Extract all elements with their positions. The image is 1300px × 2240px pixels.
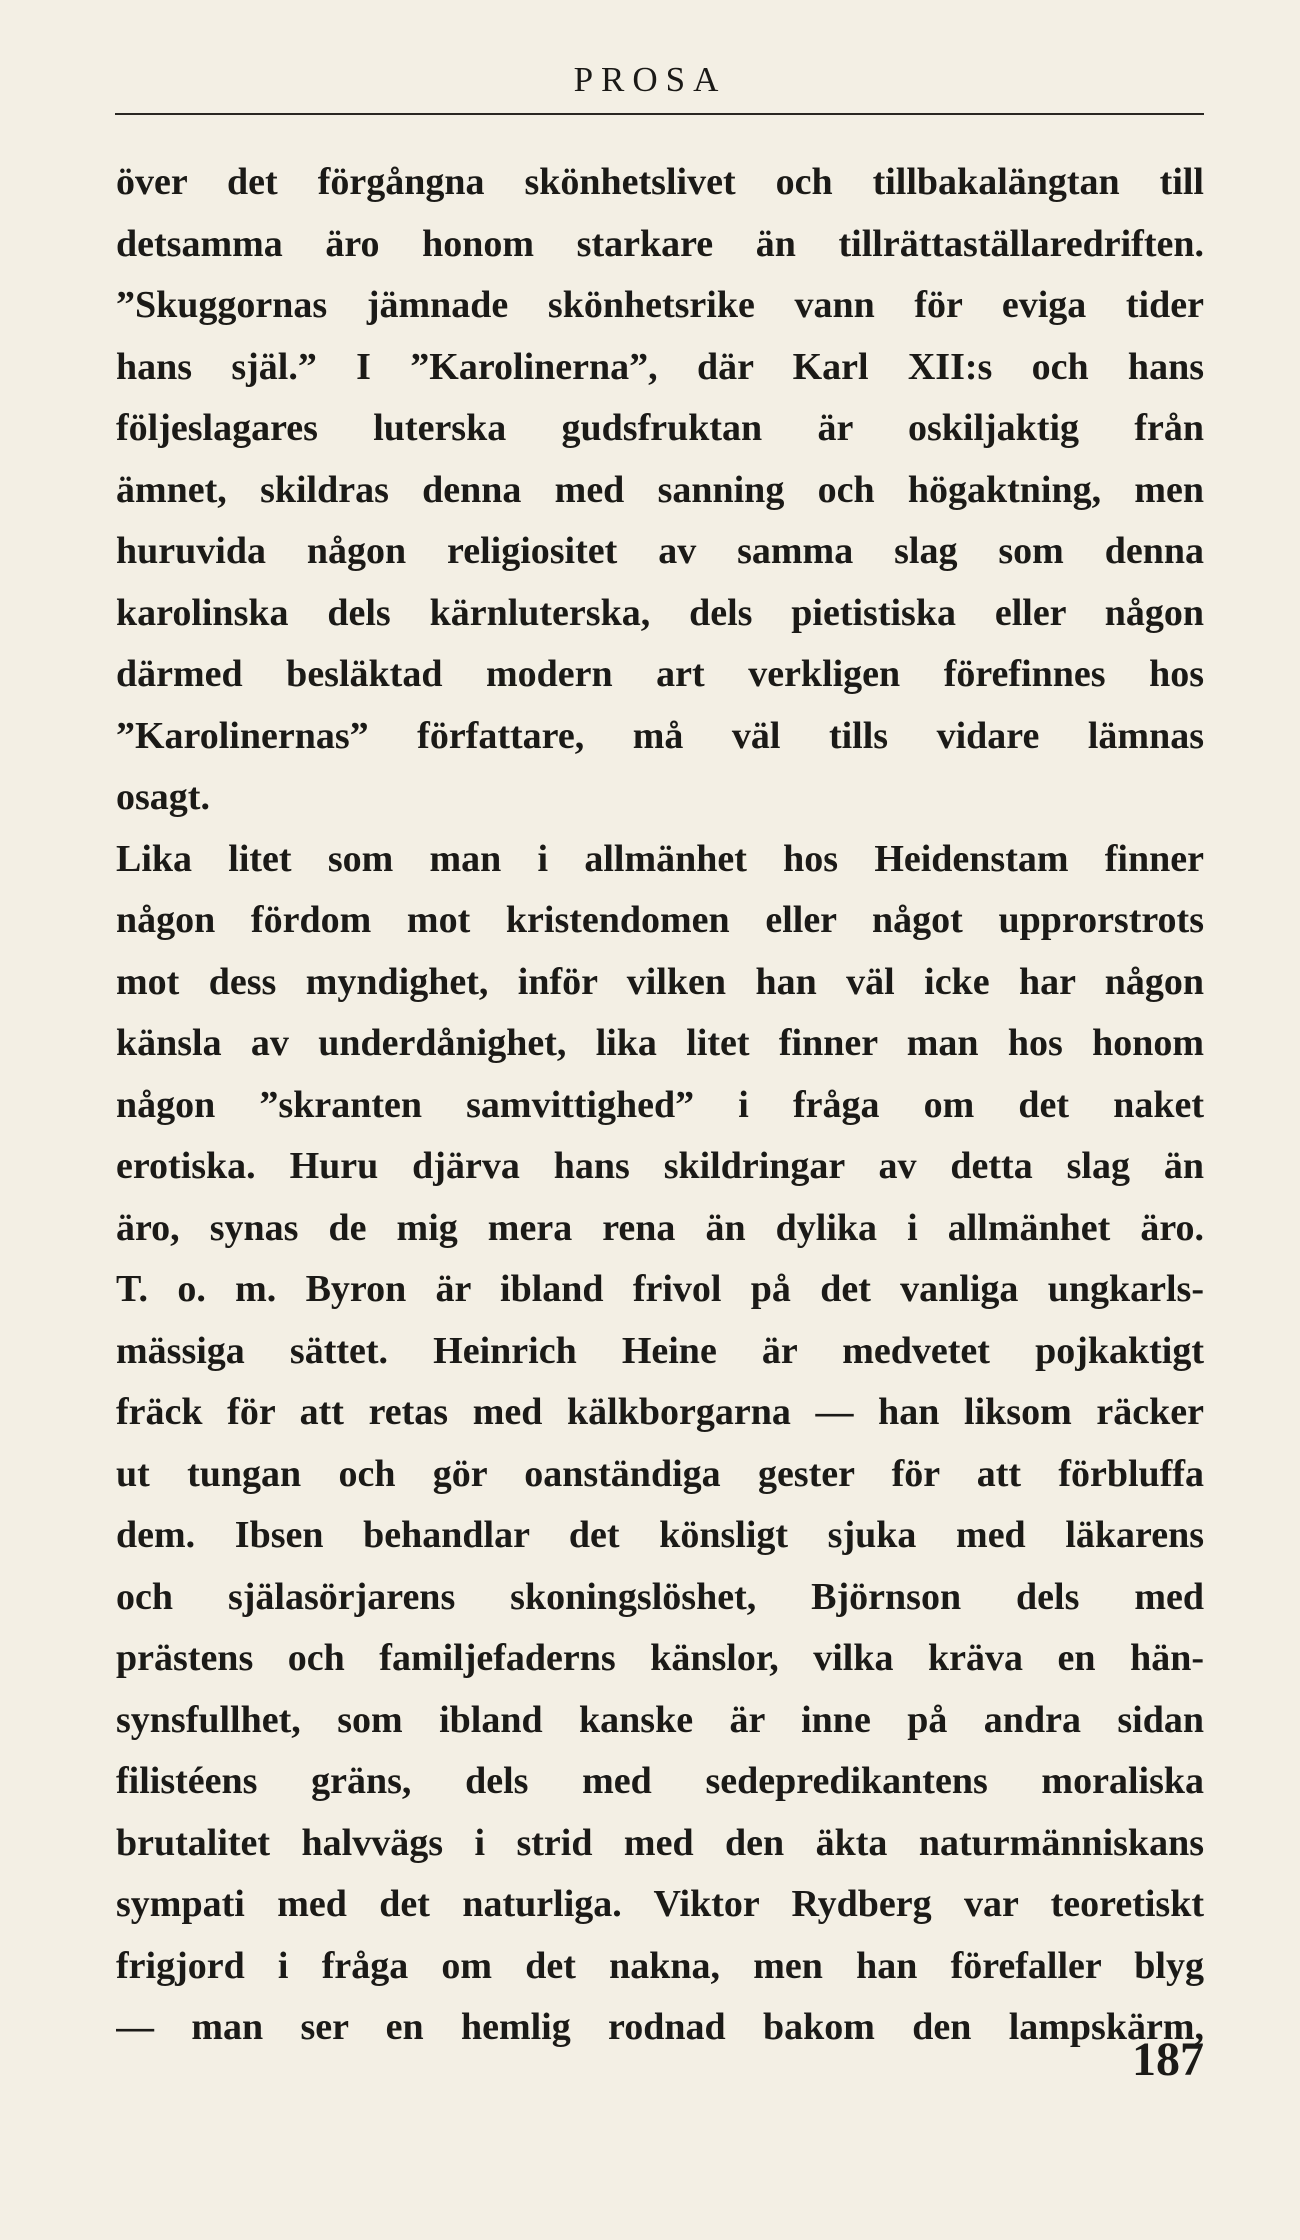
text-line: äro, synas de mig mera rena än dylika i allmänhet äro.: [116, 1206, 1204, 1249]
text-line: dem. Ibsen behandlar det könsligt sjuka med läkarens: [116, 1514, 1204, 1556]
page-number: 187: [1132, 2033, 1204, 2086]
text-line: ämnet, skildras denna med sanning och högaktning, men: [116, 468, 1204, 511]
text-line: ”Skuggornas jämnade skönhetsrike vann för eviga tider: [116, 284, 1204, 326]
text-line: T. o. m. Byron är ibland frivol på det vanliga ungkarls-: [116, 1268, 1204, 1310]
text-line: synsfullhet, som ibland kanske är inne på andra sidan: [116, 1698, 1204, 1741]
text-line: hans själ.” I ”Karolinerna”, där Karl XII:s och hans: [116, 345, 1204, 388]
text-line: detsamma äro honom starkare än tillrättaställaredriften.: [116, 222, 1204, 265]
text-line: — man ser en hemlig rodnad bakom den lampskärm,: [116, 2006, 1204, 2048]
text-line: därmed besläktad modern art verkligen förefinnes hos: [116, 653, 1204, 695]
text-line: någon fördom mot kristendomen eller något upprorstrots: [116, 899, 1204, 941]
text-line: ”Karolinernas” författare, må väl tills vidare lämnas: [116, 714, 1204, 757]
text-line: följeslagares luterska gudsfruktan är oskiljaktig från: [116, 407, 1204, 449]
text-line: mässiga sättet. Heinrich Heine är medvetet pojkaktigt: [116, 1329, 1204, 1372]
text-line: mot dess myndighet, inför vilken han väl icke har någon: [116, 960, 1204, 1003]
text-line: huruvida någon religiositet av samma slag som denna: [116, 530, 1204, 572]
text-line: och själasörjarens skoningslöshet, Björnson dels med: [116, 1575, 1204, 1618]
text-line: fräck för att retas med kälkborgarna — han liksom räcker: [116, 1391, 1204, 1433]
text-line: karolinska dels kärnluterska, dels pietistiska eller någon: [116, 591, 1204, 634]
running-head: PROSA: [573, 60, 727, 99]
text-line: över det förgångna skönhetslivet och tillbakalängtan till: [116, 161, 1204, 203]
text-line: ut tungan och gör oanständiga gester för att förbluffa: [116, 1452, 1204, 1495]
text-line: Lika litet som man i allmänhet hos Heidenstam finner: [116, 837, 1204, 880]
text-line: filistéens gräns, dels med sedepredikantens moraliska: [116, 1760, 1204, 1802]
header-rule: [115, 113, 1204, 115]
body-text: [116, 152, 1204, 2059]
text-line: sympati med det naturliga. Viktor Rydberg var teoretiskt: [116, 1883, 1204, 1925]
text-line: erotiska. Huru djärva hans skildringar av detta slag än: [116, 1145, 1204, 1187]
text-line: någon ”skranten samvittighed” i fråga om det naket: [116, 1083, 1204, 1126]
text-line: prästens och familjefaderns känslor, vilka kräva en hän-: [116, 1637, 1204, 1679]
text-line: frigjord i fråga om det nakna, men han förefaller blyg: [116, 1944, 1204, 1987]
text-line: osagt.: [116, 776, 210, 818]
text-line: känsla av underdånighet, lika litet finner man hos honom: [116, 1022, 1204, 1064]
text-line: brutalitet halvvägs i strid med den äkta naturmänniskans: [116, 1821, 1204, 1864]
